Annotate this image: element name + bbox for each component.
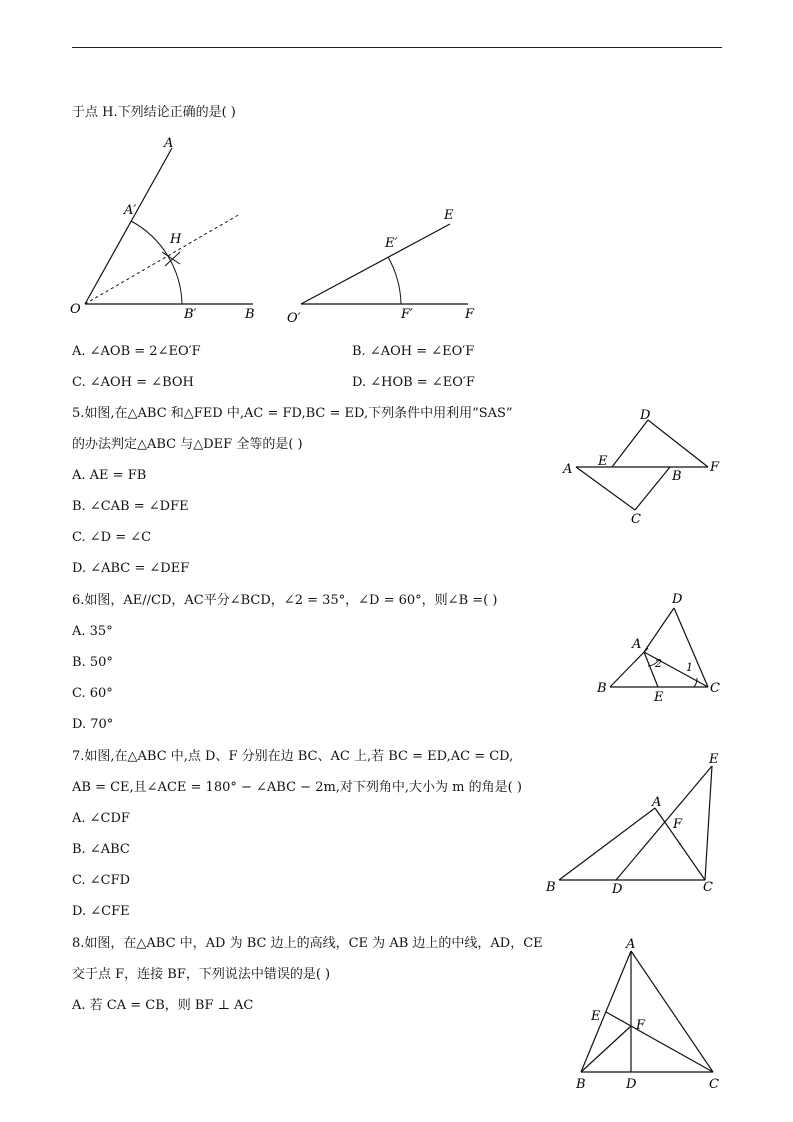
q6-label-1: 1 <box>686 661 693 674</box>
q6-line1: 6.如图，AE//CD，AC平分∠BCD，∠2 = 35°，∠D = 60°，则∠B =( ) <box>72 593 498 608</box>
q4-label-E: E <box>444 208 454 223</box>
q6-label-D: D <box>672 592 683 607</box>
q4-figure-right <box>280 200 480 330</box>
q6-label-E: E <box>654 690 664 705</box>
q5-label-C: C <box>631 512 641 527</box>
q5-option-a: A. AE = FB <box>72 468 147 483</box>
q8-label-E: E <box>591 1009 601 1024</box>
q5-label-F: F <box>710 460 720 475</box>
q7-label-E: E <box>709 752 719 767</box>
q4-intro: 于点 H.下列结论正确的是( ) <box>72 105 236 120</box>
q8-option-a: A. 若 CA = CB，则 BF ⊥ AC <box>72 998 254 1013</box>
q8-line1: 8.如图，在△ABC 中，AD 为 BC 边上的高线，CE 为 AB 边上的中线，AD，CE <box>72 936 543 951</box>
q4-label-A: A <box>164 136 174 151</box>
q5-option-d: D. ∠ABC = ∠DEF <box>72 561 190 576</box>
q6-label-C: C <box>710 681 720 696</box>
q6-label-B: B <box>597 681 607 696</box>
q6-option-a: A. 35° <box>72 624 113 639</box>
q4-label-E-prime: E′ <box>385 236 398 251</box>
q5-option-b: B. ∠CAB = ∠DFE <box>72 499 189 514</box>
q7-label-D: D <box>612 882 623 897</box>
q4-option-c: C. ∠AOH = ∠BOH <box>72 375 194 390</box>
q8-label-F: F <box>636 1018 646 1033</box>
q4-label-F-prime: F′ <box>401 307 413 322</box>
q4-label-B: B <box>245 307 255 322</box>
q7-label-F: F <box>673 817 683 832</box>
q8-label-C: C <box>709 1077 719 1092</box>
q4-figure-left <box>60 130 280 330</box>
q7-label-C: C <box>703 880 713 895</box>
q7-figure <box>540 745 730 895</box>
q8-line2: 交于点 F，连接 BF，下列说法中错误的是( ) <box>72 967 331 982</box>
q7-line1: 7.如图,在△ABC 中,点 D、F 分别在边 BC、AC 上,若 BC = ED,AC = CD, <box>72 749 514 764</box>
q8-label-B: B <box>576 1077 586 1092</box>
q8-label-A: A <box>626 937 636 952</box>
q6-option-b: B. 50° <box>72 655 113 670</box>
q5-label-D: D <box>640 408 651 423</box>
q4-option-a: A. ∠AOB = 2∠EO′F <box>72 344 201 359</box>
q8-label-D: D <box>626 1077 637 1092</box>
q7-option-b: B. ∠ABC <box>72 842 130 857</box>
q7-label-B: B <box>546 880 556 895</box>
q4-label-O: O <box>70 302 81 317</box>
q7-option-a: A. ∠CDF <box>72 811 130 826</box>
q7-option-c: C. ∠CFD <box>72 873 131 888</box>
q8-figure <box>570 935 730 1095</box>
q6-label-A: A <box>632 637 642 652</box>
q4-label-A-prime: A′ <box>124 203 137 218</box>
q7-option-d: D. ∠CFE <box>72 904 130 919</box>
q4-label-F: F <box>465 307 475 322</box>
q6-option-d: D. 70° <box>72 717 114 732</box>
q6-option-c: C. 60° <box>72 686 113 701</box>
q4-option-d: D. ∠HOB = ∠EO′F <box>352 375 475 390</box>
q7-line2: AB = CE,且∠ACE = 180° − ∠ABC − 2m,对下列角中,大小为 m 的角是( ) <box>72 780 522 795</box>
q5-line2: 的办法判定△ABC 与△DEF 全等的是( ) <box>72 437 303 452</box>
q4-label-B-prime: B′ <box>184 307 197 322</box>
q5-label-B: B <box>672 469 682 484</box>
q5-option-c: C. ∠D = ∠C <box>72 530 152 545</box>
header-rule <box>72 47 722 48</box>
q5-line1: 5.如图,在△ABC 和△FED 中,AC = FD,BC = ED,下列条件中用利用“SAS” <box>72 406 513 421</box>
q4-label-H: H <box>170 232 182 247</box>
q4-label-O-prime: O′ <box>287 311 301 326</box>
q6-figure <box>590 585 730 710</box>
q5-label-E: E <box>598 454 608 469</box>
q6-label-2: 2 <box>655 657 662 670</box>
q7-label-A: A <box>652 795 662 810</box>
q4-option-b: B. ∠AOH = ∠EO′F <box>352 344 475 359</box>
q5-figure <box>555 400 730 530</box>
q5-label-A: A <box>563 462 573 477</box>
